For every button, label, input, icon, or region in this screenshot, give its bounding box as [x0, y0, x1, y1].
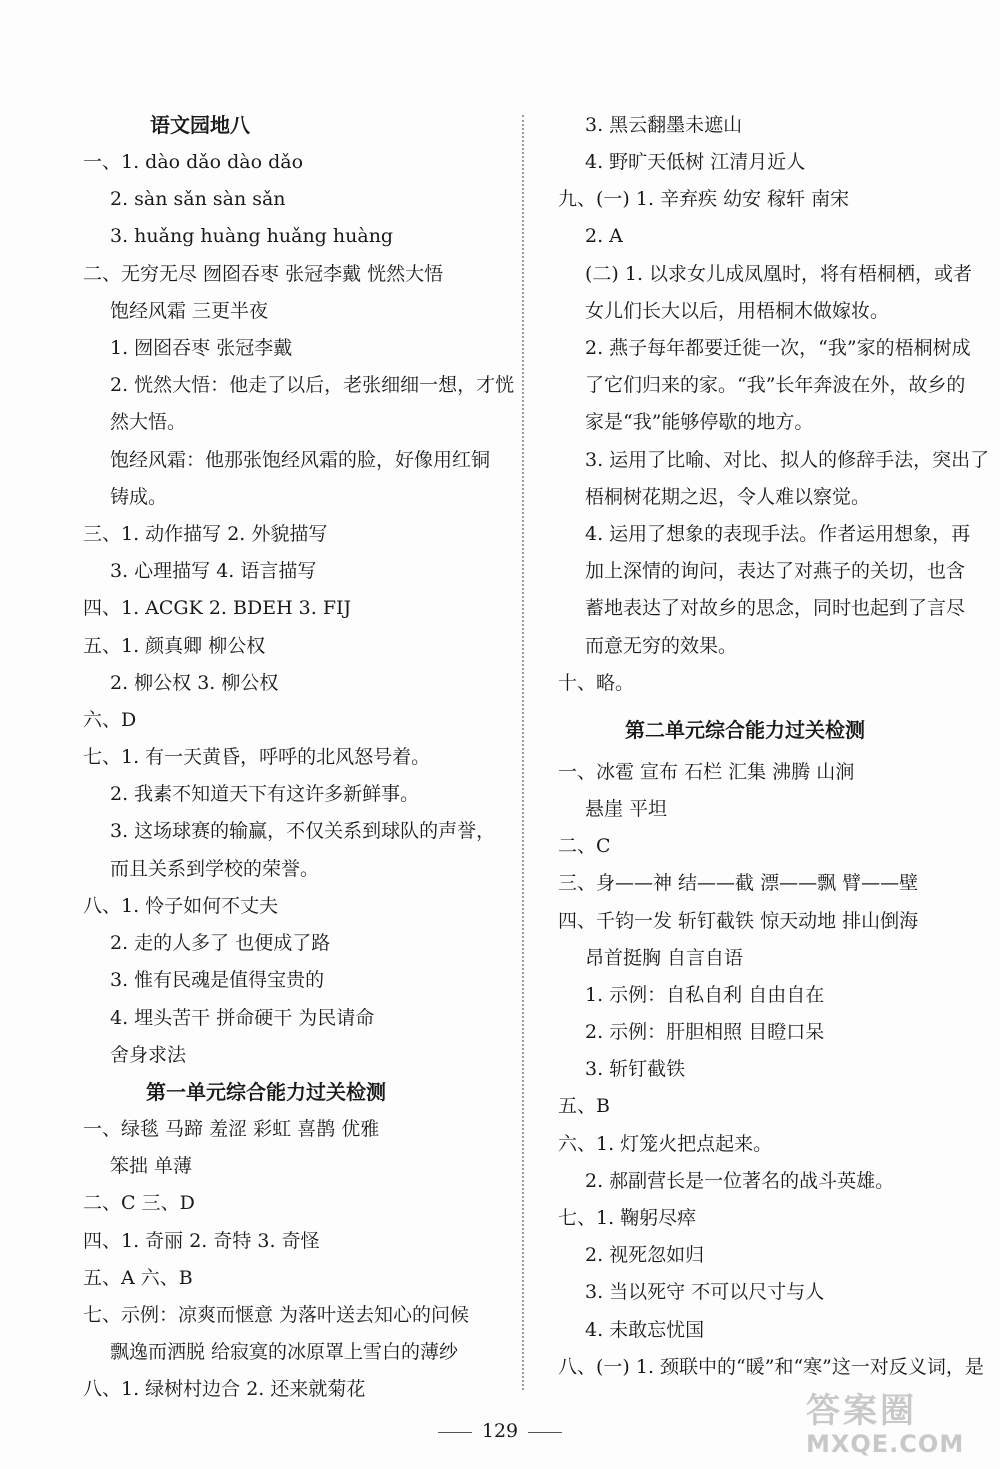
- right-text-line: 十、略。: [558, 672, 635, 694]
- left-text-line: 2. sàn sǎn sàn sǎn: [110, 188, 286, 210]
- page-number-dash-left: [438, 1432, 472, 1433]
- right-text-line: 蓄地表达了对故乡的思念，同时也起到了言尽: [585, 597, 966, 619]
- right-text-line: 女儿们长大以后，用梧桐木做嫁妆。: [585, 300, 890, 322]
- right-text-line: 七、1. 鞠躬尽瘁: [558, 1207, 697, 1229]
- left-text-line: 3. 心理描写 4. 语言描写: [110, 560, 317, 582]
- left-text-line: 二、C 三、D: [83, 1192, 195, 1214]
- right-text-line: 4. 运用了想象的表现手法。作者运用想象，再: [585, 523, 971, 545]
- watermark: [806, 1392, 996, 1464]
- left-text-line: 四、1. ACGK 2. BDEH 3. FIJ: [83, 597, 352, 619]
- watermark-url: MXQE.COM: [806, 1430, 965, 1458]
- left-text-line: 六、D: [83, 709, 137, 731]
- left-section-heading: 第一单元综合能力过关检测: [146, 1080, 386, 1104]
- right-text-line: 九、(一) 1. 辛弃疾 幼安 稼轩 南宋: [558, 188, 850, 210]
- right-text-line: 3. 运用了比喻、对比、拟人的修辞手法，突出了: [585, 449, 990, 471]
- left-text-line: 笨拙 单薄: [110, 1155, 193, 1177]
- right-text-line: 二、C: [558, 835, 611, 857]
- left-text-line: 3. 这场球赛的输赢，不仅关系到球队的声誉，: [110, 820, 496, 842]
- right-text-line: 3. 黑云翻墨未遮山: [585, 114, 743, 136]
- left-text-line: 八、1. 绿树村边合 2. 还来就菊花: [83, 1378, 366, 1400]
- left-text-line: 三、1. 动作描写 2. 外貌描写: [83, 523, 328, 545]
- left-text-line: 饱经风霜 三更半夜: [110, 300, 269, 322]
- right-text-line: 八、(一) 1. 颈联中的“暖”和“寒”这一对反义词，是: [558, 1356, 984, 1378]
- right-text-line: 1. 示例：自私自利 自由自在: [585, 984, 825, 1006]
- watermark-logo-text: 答案圈: [806, 1391, 917, 1431]
- right-text-line: 2. 燕子每年都要迁徙一次，“我”家的梧桐树成: [585, 337, 971, 359]
- left-text-line: 飘逸而洒脱 给寂寞的冰原罩上雪白的薄纱: [110, 1341, 459, 1363]
- right-section-heading: 第二单元综合能力过关检测: [625, 718, 865, 742]
- left-text-line: 一、1. dào dǎo dào dǎo: [83, 151, 304, 173]
- right-text-line: 3. 当以死守 不可以尺寸与人: [585, 1281, 825, 1303]
- left-text-line: 4. 埋头苦干 拼命硬干 为民请命: [110, 1007, 375, 1029]
- right-text-line: 悬崖 平坦: [585, 798, 668, 820]
- left-text-line: 七、示例：凉爽而惬意 为落叶送去知心的问候: [83, 1304, 470, 1326]
- left-text-line: 二、无穷无尽 囫囵吞枣 张冠李戴 恍然大悟: [83, 263, 444, 285]
- right-text-line: 梧桐树花期之迟，令人难以察觉。: [585, 486, 871, 508]
- right-text-line: 五、B: [558, 1095, 610, 1117]
- right-text-line: 而意无穷的效果。: [585, 635, 738, 657]
- right-text-line: 昂首挺胸 自言自语: [585, 947, 744, 969]
- left-text-line: 舍身求法: [110, 1044, 187, 1066]
- right-text-line: (二) 1. 以求女儿成凤凰时，将有梧桐栖，或者: [585, 263, 973, 285]
- left-text-line: 五、A 六、B: [83, 1267, 193, 1289]
- left-text-line: 铸成。: [110, 486, 168, 508]
- page-number-dash-right: [528, 1432, 562, 1433]
- right-text-line: 一、冰雹 宣布 石栏 汇集 沸腾 山涧: [558, 761, 855, 783]
- left-section-heading: 语文园地八: [150, 113, 250, 137]
- left-text-line: 2. 柳公权 3. 柳公权: [110, 672, 279, 694]
- right-text-line: 2. 郝副营长是一位著名的战斗英雄。: [585, 1170, 895, 1192]
- page-number-text: 129: [481, 1420, 519, 1442]
- right-text-line: 了它们归来的家。“我”长年奔波在外，故乡的: [585, 374, 966, 396]
- right-text-line: 4. 野旷天低树 江清月近人: [585, 151, 806, 173]
- left-text-line: 而且关系到学校的荣誉。: [110, 858, 320, 880]
- left-text-line: 3. 惟有民魂是值得宝贵的: [110, 969, 325, 991]
- right-text-line: 四、千钧一发 斩钉截铁 惊天动地 排山倒海: [558, 910, 919, 932]
- right-text-line: 3. 斩钉截铁: [585, 1058, 686, 1080]
- left-text-line: 五、1. 颜真卿 柳公权: [83, 635, 266, 657]
- right-text-line: 2. 视死忽如归: [585, 1244, 705, 1266]
- right-text-line: 2. A: [585, 225, 623, 247]
- left-text-line: 1. 囫囵吞枣 张冠李戴: [110, 337, 293, 359]
- left-text-line: 2. 恍然大悟：他走了以后，老张细细一想，才恍: [110, 374, 515, 396]
- left-text-line: 2. 我素不知道天下有这许多新鲜事。: [110, 783, 420, 805]
- left-text-line: 饱经风霜：他那张饱经风霜的脸，好像用红铜: [110, 449, 491, 471]
- left-text-line: 四、1. 奇丽 2. 奇特 3. 奇怪: [83, 1230, 320, 1252]
- left-text-line: 然大悟。: [110, 411, 187, 433]
- left-text-line: 八、1. 怜子如何不丈夫: [83, 895, 279, 917]
- column-divider: [522, 115, 524, 1390]
- right-text-line: 六、1. 灯笼火把点起来。: [558, 1133, 773, 1155]
- right-text-line: 加上深情的询问，表达了对燕子的关切，也含: [585, 560, 966, 582]
- right-text-line: 2. 示例：肝胆相照 目瞪口呆: [585, 1021, 825, 1043]
- right-text-line: 家是“我”能够停歇的地方。: [585, 411, 814, 433]
- right-text-line: 三、身——神 结——截 漂——飘 臂——壁: [558, 872, 919, 894]
- right-text-line: 4. 未敢忘忧国: [585, 1319, 705, 1341]
- left-text-line: 一、绿毯 马蹄 羞涩 彩虹 喜鹊 优雅: [83, 1118, 380, 1140]
- left-text-line: 2. 走的人多了 也便成了路: [110, 932, 331, 954]
- left-text-line: 七、1. 有一天黄昏，呼呼的北风怒号着。: [83, 746, 431, 768]
- left-text-line: 3. huǎng huàng huǎng huàng: [110, 225, 394, 247]
